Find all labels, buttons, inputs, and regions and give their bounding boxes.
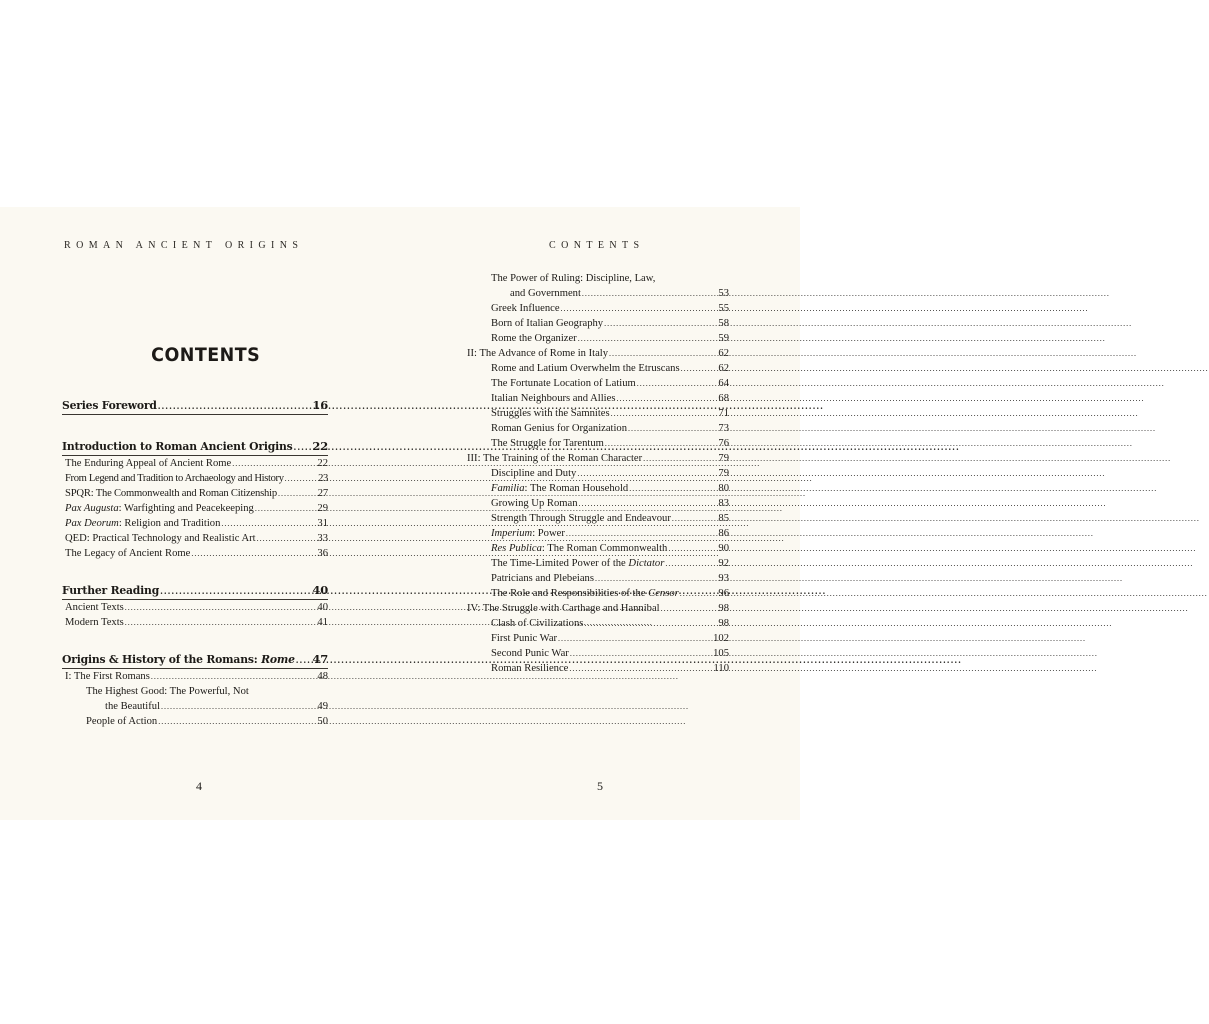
toc-entry-page: 48 [317,671,328,682]
toc-entry-page: 31 [317,518,328,529]
toc-entry-page: 59 [718,333,729,344]
dot-leader [578,331,718,346]
dot-leader [668,541,717,556]
toc-entry-title: I: The First Romans [65,671,150,682]
dot-leader [680,586,718,601]
dot-leader [278,486,317,501]
toc-entry-page: 102 [713,633,729,644]
toc-entry-page: 83 [718,498,729,509]
toc-entry[interactable] [467,571,729,586]
toc-entry-title: Familia: The Roman Household [491,483,629,494]
toc-entry[interactable] [62,669,328,684]
toc-entry-title: First Punic War [491,633,558,644]
toc-entry-page: 93 [718,573,729,584]
toc-entry-page: 22 [317,458,328,469]
toc-entry-page: 92 [718,558,729,569]
toc-entry-title: Imperium: Power [491,528,565,539]
toc-entry-title: Growing Up Roman [491,498,578,509]
toc-entry-title: Rome the Organizer [491,333,577,344]
dot-leader [637,376,718,391]
toc-entry[interactable] [467,526,729,541]
toc-entry-page: 62 [718,363,729,374]
dot-leader [296,653,312,668]
toc-entry-title: Second Punic War [491,648,569,659]
toc-entry-page: 50 [317,716,328,727]
dot-leader [191,546,316,561]
toc-entry-page: 64 [718,378,729,389]
toc-entry-page: 53 [718,288,729,299]
toc-entry[interactable] [467,376,729,391]
toc-entry-title: Greek Influence [491,303,560,314]
toc-entry-page: 40 [312,583,328,597]
toc-entry-page: 79 [718,468,729,479]
toc-entry[interactable] [467,361,729,376]
page-number-left: 4 [196,779,202,793]
toc-entry-page: 47 [312,652,328,666]
toc-entry[interactable] [62,471,328,486]
toc-entry-title: The Highest Good: The Powerful, Not [86,686,249,697]
toc-entry-title: The Fortunate Location of Latium [491,378,636,389]
dot-leader [161,699,316,714]
toc-entry-title: Introduction to Roman Ancient Origins [62,440,293,453]
dot-leader [294,440,312,455]
toc-entry-page: 85 [718,513,729,524]
table-of-contents-right [467,271,729,676]
toc-entry[interactable] [467,301,729,316]
dot-leader [579,496,718,511]
toc-entry-page: 68 [718,393,729,404]
toc-entry-title: the Beautiful [105,701,161,712]
toc-entry-page: 105 [713,648,729,659]
toc-entry-title: Discipline and Duty [491,468,577,479]
toc-entry-title: The Legacy of Ancient Rome [65,548,191,559]
toc-entry-page: 29 [317,503,328,514]
dot-leader [665,556,717,571]
toc-entry[interactable] [62,456,328,471]
toc-entry-title: Res Publica: The Roman Commonwealth [491,543,668,554]
toc-entry[interactable] [62,600,328,615]
dot-leader [558,631,712,646]
toc-entry-series-foreword[interactable] [62,398,328,415]
toc-entry-page: 16 [312,398,328,412]
table-of-contents-left [62,398,328,729]
toc-entry-title: Pax Deorum: Religion and Tradition [65,518,221,529]
dot-leader [611,406,718,421]
toc-entry-page: 40 [317,602,328,613]
toc-entry[interactable] [467,391,729,406]
dot-leader [158,399,312,414]
toc-entry-page: 62 [718,348,729,359]
toc-entry[interactable] [467,421,729,436]
dot-leader [605,436,717,451]
toc-entry-title: Further Reading [62,584,160,597]
dot-leader [257,531,317,546]
toc-entry[interactable] [62,531,328,546]
toc-entry-title: Italian Neighbours and Allies [491,393,616,404]
toc-entry-title: Roman Genius for Organization [491,423,628,434]
toc-entry-title: The Power of Ruling: Discipline, Law, [491,273,656,284]
toc-entry[interactable] [62,714,328,729]
dot-leader [160,584,311,599]
toc-entry[interactable] [467,511,729,526]
toc-entry-page: 110 [713,663,729,674]
toc-entry-title: Ancient Texts [65,602,124,613]
toc-entry[interactable] [467,661,729,676]
toc-entry-line2[interactable] [62,699,328,714]
toc-entry-title: II: The Advance of Rome in Italy [467,348,609,359]
dot-leader [566,526,718,541]
toc-entry-page: 23 [318,473,328,484]
toc-entry-title: People of Action [86,716,158,727]
toc-entry-page: 36 [317,548,328,559]
toc-entry-page: 27 [317,488,328,499]
toc-entry[interactable] [62,546,328,561]
dot-leader [255,501,317,516]
section-gap [62,561,328,583]
toc-entry[interactable] [467,631,729,646]
toc-entry-title: Patricians and Plebeians [491,573,594,584]
toc-entry-page: 71 [718,408,729,419]
toc-entry-line1[interactable] [467,271,729,286]
toc-entry-chapter[interactable] [467,451,729,466]
toc-entry-title: Rome and Latium Overwhelm the Etruscans [491,363,680,374]
dot-leader [604,316,717,331]
toc-entry[interactable] [467,316,729,331]
dot-leader [629,481,717,496]
toc-entry[interactable] [467,406,729,421]
toc-entry-title: Born of Italian Geography [491,318,604,329]
running-head-left: ROMAN ANCIENT ORIGINS [64,240,304,251]
section-gap [62,630,328,652]
toc-entry-origins[interactable] [62,652,328,669]
page-number-right: 5 [597,779,603,793]
toc-entry-title: Modern Texts [65,617,124,628]
toc-entry-title: The Time-Limited Power of the Dictator [491,558,665,569]
toc-entry-title: QED: Practical Technology and Realistic Art [65,533,256,544]
toc-entry-chapter[interactable] [467,601,729,616]
dot-leader [595,571,717,586]
dot-leader [570,646,712,661]
toc-entry[interactable] [467,646,729,661]
dot-leader [577,466,717,481]
toc-entry-title: IV: The Struggle with Carthage and Hannibal [467,603,660,614]
toc-entry-page: 41 [317,617,328,628]
toc-entry[interactable] [62,501,328,516]
dot-leader [125,615,317,630]
toc-entry-page: 76 [718,438,729,449]
toc-entry[interactable] [467,616,729,631]
toc-entry[interactable] [467,466,729,481]
toc-entry-title: III: The Training of the Roman Character [467,453,643,464]
toc-entry-title: The Enduring Appeal of Ancient Rome [65,458,232,469]
toc-entry-page: 86 [718,528,729,539]
toc-entry-page: 49 [317,701,328,712]
dot-leader [672,511,718,526]
toc-entry-title: Strength Through Struggle and Endeavour [491,513,671,524]
toc-entry-title: From Legend and Tradition to Archaeology and History [65,473,284,484]
toc-entry-title: The Struggle for Tarentum [491,438,604,449]
toc-entry-title: The Role and Responsibilities of the Censor [491,588,679,599]
dot-leader [151,669,317,684]
toc-entry[interactable] [467,556,729,571]
toc-entry-page: 98 [718,618,729,629]
dot-leader [661,601,718,616]
toc-entry-title: and Government [510,288,581,299]
toc-entry-title: Pax Augusta: Warfighting and Peacekeeping [65,503,254,514]
toc-entry-title: Origins & History of the Romans: Rome [62,653,295,666]
toc-entry-page: 33 [317,533,328,544]
toc-entry[interactable] [467,541,729,556]
dot-leader [221,516,316,531]
dot-leader [582,286,718,301]
dot-leader [158,714,316,729]
toc-entry[interactable] [62,486,328,501]
toc-entry[interactable] [62,615,328,630]
toc-entry-line1[interactable] [62,684,328,699]
toc-entry-page: 22 [312,439,328,453]
dot-leader [584,616,717,631]
toc-entry-page: 79 [718,453,729,464]
toc-entry-page: 55 [718,303,729,314]
dot-leader [569,661,712,676]
toc-entry-further-reading[interactable] [62,583,328,600]
page-title: CONTENTS [151,344,261,366]
toc-entry-chapter[interactable] [467,346,729,361]
toc-entry-title: Roman Resilience [491,663,569,674]
dot-leader [616,391,717,406]
dot-leader [232,456,316,471]
dot-leader [609,346,717,361]
dot-leader [628,421,717,436]
toc-entry-title: Struggles with the Samnites [491,408,610,419]
dot-leader [285,471,317,486]
toc-entry-page: 90 [718,543,729,554]
toc-entry[interactable] [467,436,729,451]
toc-entry[interactable] [467,496,729,511]
dot-leader [125,600,317,615]
toc-entry-page: 58 [718,318,729,329]
toc-entry[interactable] [467,586,729,601]
toc-entry-title: Series Foreword [62,399,157,412]
running-head-right: CONTENTS [549,240,645,251]
toc-entry[interactable] [467,481,729,496]
toc-entry-page: 98 [718,603,729,614]
toc-entry-line2[interactable] [467,286,729,301]
dot-leader [643,451,717,466]
toc-entry-title: Clash of Civilizations [491,618,584,629]
section-gap [62,415,328,439]
toc-entry-page: 96 [718,588,729,599]
toc-entry[interactable] [62,516,328,531]
toc-entry-page: 80 [718,483,729,494]
dot-leader [561,301,718,316]
toc-entry-page: 73 [718,423,729,434]
toc-entry-title: SPQR: The Commonwealth and Roman Citizenship [65,488,277,499]
toc-entry[interactable] [467,331,729,346]
dot-leader [681,361,718,376]
toc-entry-introduction[interactable] [62,439,328,456]
